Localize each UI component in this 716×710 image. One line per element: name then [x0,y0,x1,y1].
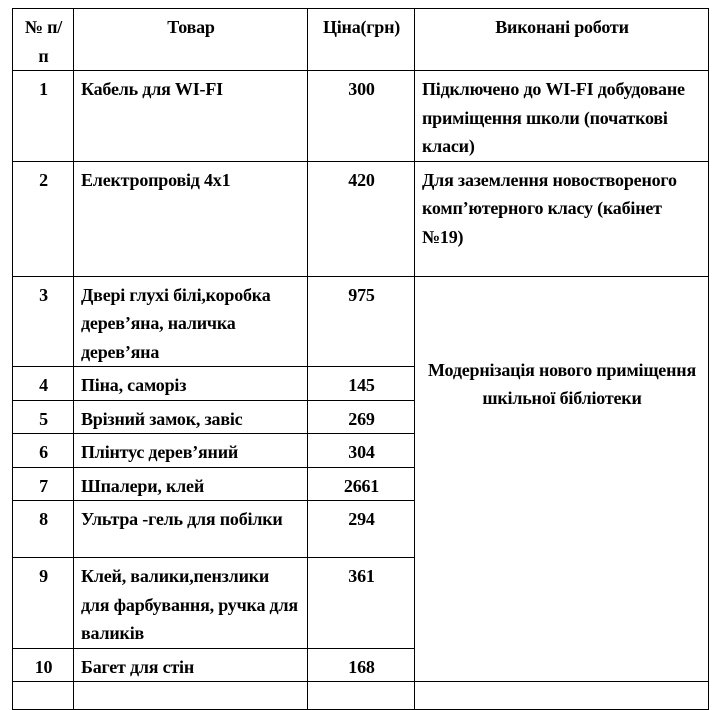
row-num: 4 [13,367,74,401]
header-price: Ціна(грн) [308,9,415,71]
empty-cell [74,682,308,710]
row-price: 420 [308,161,415,276]
empty-cell [13,682,74,710]
row-item: Ультра -гель для побілки [74,501,308,558]
row-num: 6 [13,434,74,468]
row-item: Кабель для WI-FI [74,71,308,162]
table-row [13,71,709,162]
row-num: 8 [13,501,74,558]
empty-cell [308,682,415,710]
row-price: 145 [308,367,415,401]
row-item: Клей, валики,пензлики для фарбування, ручка для валиків [74,558,308,649]
empty-row [13,682,709,710]
row-price: 975 [308,276,415,367]
row-num: 10 [13,648,74,682]
row-price: 269 [308,400,415,434]
header-item: Товар [74,9,308,71]
row-item: Піна, саморіз [74,367,308,401]
empty-cell [415,682,709,710]
row-price: 304 [308,434,415,468]
row-work: Для заземлення новоствореного комп’ютерного класу (кабінет №19) [415,161,709,276]
row-item: Плінтус дерев’яний [74,434,308,468]
row-num: 2 [13,161,74,276]
row-num: 5 [13,400,74,434]
header-num: № п/п [13,9,74,71]
row-work: Підключено до WI-FI добудоване приміщення школи (початкові класи) [415,71,709,162]
merged-work-text: Модернізація нового приміщення шкільної бібліотеки [428,359,696,409]
row-num: 7 [13,467,74,501]
row-num: 3 [13,276,74,367]
row-price: 2661 [308,467,415,501]
row-item: Врізний замок, завіс [74,400,308,434]
row-num: 1 [13,71,74,162]
row-item: Шпалери, клей [74,467,308,501]
header-work: Виконані роботи [415,9,709,71]
goods-table [12,8,709,710]
row-price: 300 [308,71,415,162]
merged-work-cell [415,276,709,682]
row-num: 9 [13,558,74,649]
row-item: Багет для стін [74,648,308,682]
row-price: 168 [308,648,415,682]
row-price: 361 [308,558,415,649]
table-row [13,161,709,276]
row-item: Електропровід 4х1 [74,161,308,276]
row-price: 294 [308,501,415,558]
table-row [13,276,709,367]
row-item: Двері глухі білі,коробка дерев’яна, наличка дерев’яна [74,276,308,367]
header-row [13,9,709,71]
